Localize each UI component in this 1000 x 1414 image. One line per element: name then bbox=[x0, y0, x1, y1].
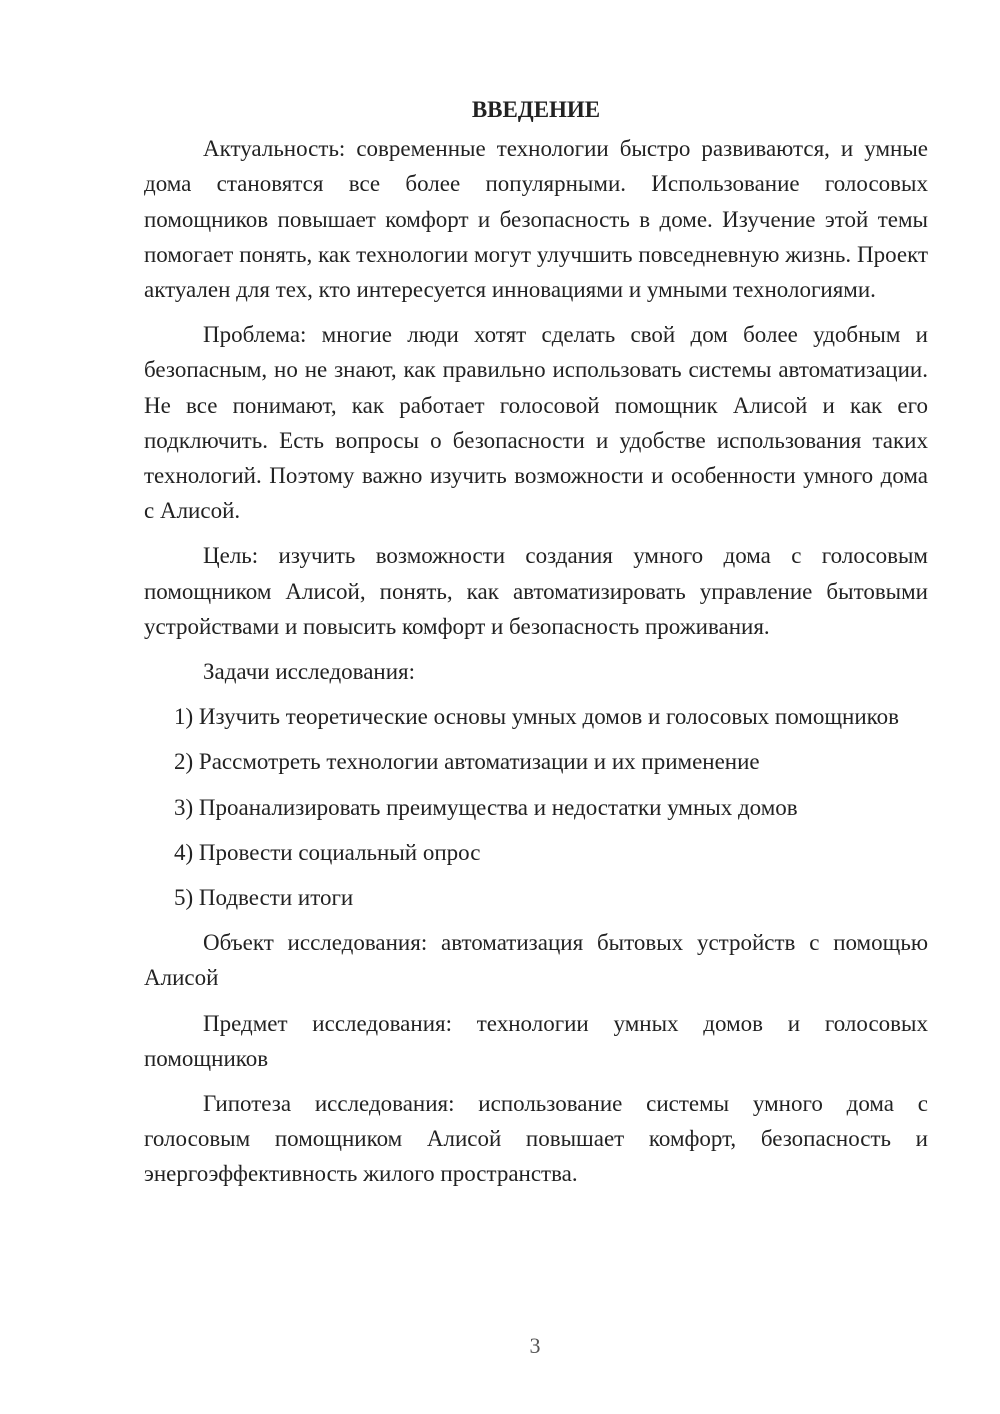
goal-paragraph: Цель: изучить возможности создания умного дома с голосовым помощником Алисой, понять, как автоматизировать управление бытовыми устройствами и повысить комфорт и безопасность проживания. bbox=[144, 543, 928, 639]
relevance-paragraph: Актуальность: современные технологии быстро развиваются, и умные дома становятся все более популярными. Использование голосовых помощников повышает комфорт и безопасность в доме. Изучение этой темы помогает понять, как технологии могут улучшить повседневную жизнь. Проект актуален для тех, кто интересуется инновациями и умными технологиями. bbox=[144, 136, 928, 303]
page-number: 3 bbox=[529, 1333, 541, 1358]
task-item: 4) Провести социальный опрос bbox=[174, 839, 481, 865]
problem-paragraph: Проблема: многие люди хотят сделать свой дом более удобным и безопасным, но не знают, как правильно использовать системы автоматизации. Не все понимают, как работает голосовой помощник Алисой и как его подключить. Есть вопросы о безопасности и удобстве использования таких технологий. Поэтому важно изучить возможности и особенности умного дома с Алисой. bbox=[144, 322, 928, 524]
section-title: ВВЕДЕНИЕ bbox=[471, 97, 601, 122]
subject-paragraph: Предмет исследования: технологии умных домов и голосовых помощников bbox=[144, 1010, 928, 1071]
object-paragraph: Объект исследования: автоматизация бытовых устройств с помощью Алисой bbox=[144, 930, 928, 991]
task-item: 1) Изучить теоретические основы умных домов и голосовых помощников bbox=[174, 704, 900, 730]
task-item: 5) Подвести итоги bbox=[174, 885, 354, 911]
task-item: 3) Проанализировать преимущества и недостатки умных домов bbox=[174, 794, 798, 820]
task-item: 2) Рассмотреть технологии автоматизации и их применение bbox=[174, 749, 760, 775]
hypothesis-paragraph: Гипотеза исследования: использование системы умного дома с голосовым помощником Алисой повышает комфорт, безопасность и энергоэффективность жилого пространства. bbox=[144, 1091, 928, 1187]
tasks-heading: Задачи исследования: bbox=[203, 659, 416, 685]
document-page bbox=[144, 92, 928, 1202]
